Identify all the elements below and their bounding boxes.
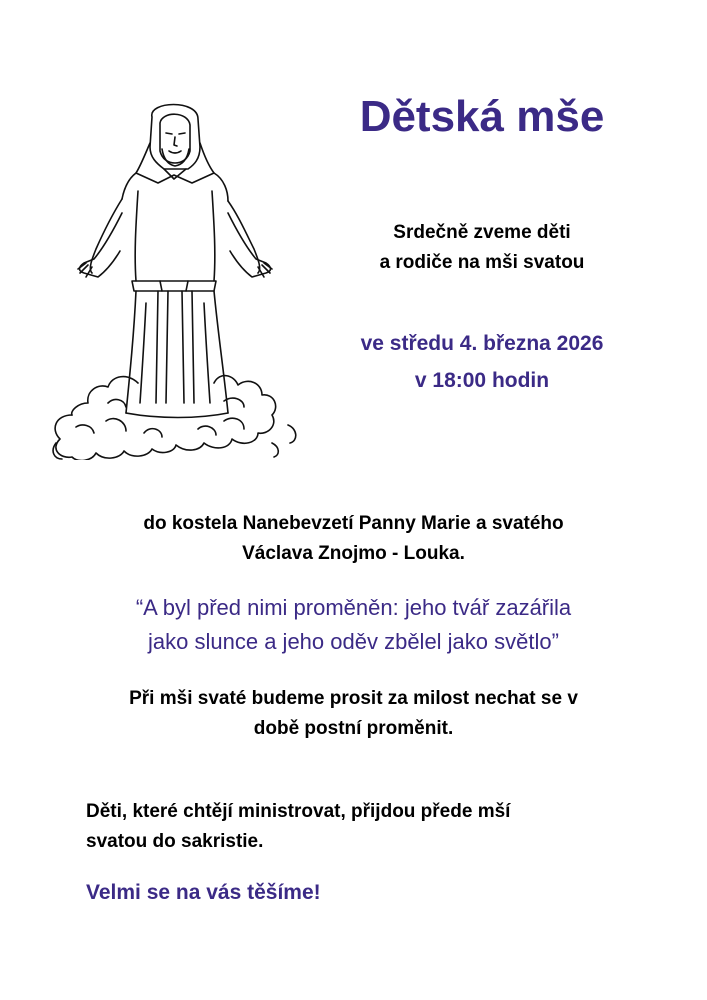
scripture-quote [40, 591, 667, 659]
altar-servers-note [86, 797, 646, 857]
prayer-line: době postní proměnit. [253, 718, 454, 739]
event-date: ve středu 4. března 2026 [360, 332, 604, 355]
venue-line: Václava Znojmo - Louka. [242, 543, 465, 564]
jesus-on-clouds-illustration [48, 103, 302, 460]
invitation-text [322, 218, 642, 278]
page-title: Dětská mše [359, 92, 605, 141]
quote-line: jako slunce a jeho oděv zbělel jako světlo” [148, 629, 559, 654]
venue-text [60, 509, 647, 569]
servers-line: Děti, které chtějí ministrovat, přijdou přede mší [86, 801, 511, 822]
invitation-line: Srdečně zveme děti [393, 222, 571, 243]
prayer-intention [60, 684, 647, 744]
event-time: v 18:00 hodin [414, 369, 550, 392]
venue-line: do kostela Nanebevzetí Panny Marie a svatého [143, 513, 564, 534]
servers-line: svatou do sakristie. [86, 831, 264, 852]
event-datetime [322, 325, 642, 399]
invitation-line: a rodiče na mši svatou [379, 252, 585, 273]
quote-line: “A byl před nimi proměněn: jeho tvář zazářila [135, 595, 572, 620]
closing-line: Velmi se na vás těšíme! [86, 881, 321, 904]
prayer-line: Při mši svaté budeme prosit za milost nechat se v [129, 688, 578, 709]
